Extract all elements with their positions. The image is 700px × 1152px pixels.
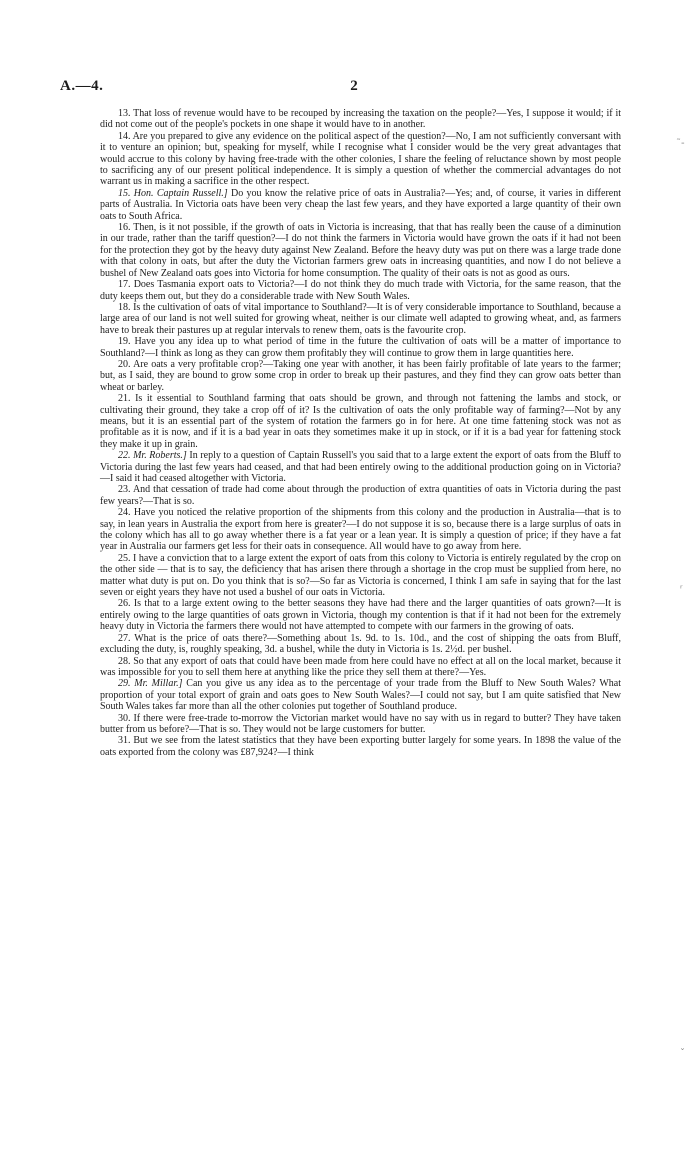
paragraph-text: 26. Is that to a large extent owing to the better seasons they have had there and the larger quantities of oats grown?—It is entirely owing to the large quantities of oats grown in Victoria, though my contention is that if it had not been for the extremely heavy duty in Victoria the farmers there would not have attempted to compete with our farmers in the growing of oats.	[100, 598, 621, 633]
question-paragraph	[100, 633, 621, 656]
paragraph-text: 30. If there were free-trade to-morrow the Victorian market would have no say with us in regard to butter? They have taken butter from us before?—That is so. They would not be large customers for butter.	[100, 712, 621, 735]
question-paragraph	[100, 484, 621, 507]
page-number: 2	[350, 78, 358, 94]
question-paragraph	[100, 302, 621, 336]
paragraph-text: 18. Is the cultivation of oats of vital importance to Southland?—It is of very considerable importance to Southland, because a large area of our land is not well suited for growing wheat, neither is our climate well adapted to growing wheat, and, as farmers have to break their pastures up at regular intervals to renew them, oats is the favourite crop.	[100, 301, 621, 336]
question-paragraph	[100, 713, 621, 736]
question-paragraph	[100, 108, 621, 131]
document-body	[100, 108, 621, 758]
speaker-label: 22. Mr. Roberts.]	[118, 450, 187, 462]
speaker-label: 15. Hon. Captain Russell.]	[118, 187, 228, 199]
question-paragraph	[100, 507, 621, 553]
margin-mark-icon: ˇ	[680, 1048, 685, 1059]
question-paragraph	[100, 222, 621, 279]
question-paragraph	[100, 131, 621, 188]
paragraph-text: 16. Then, is it not possible, if the growth of oats in Victoria is increasing, that that has really been the cause of a diminution in our trade, rather than the tariff question?—I do not think the farmers in Victoria would have grown the oats if it had not been for the protection they got by the heavy duty against New Zealand. Before the heavy duty was put on there was a large trade done with that colony in oats, but after the duty the Victorian farmers grew oats in increasing quantities, and now I do not believe a bushel of New Zealand oats goes into Victoria for home consumption. The quality of their oats is not as good as ours.	[100, 222, 621, 279]
question-paragraph	[100, 735, 621, 758]
paragraph-text: In reply to a question of Captain Russell's you said that to a large extent the export of oats from the Bluff to Victoria during the last few years had ceased, and that had been entirely owing to the additional production going on in Victoria?—I said it had ceased altogether with Victoria.	[100, 450, 621, 484]
paragraph-text: 25. I have a conviction that to a large extent the export of oats from this colony to Victoria is entirely regulated by the crop on the other side — that is to say, the deficiency that has arisen there through a shortage in the crop must be supplied from here, no matter what duty is put on. Do you think that is so?—So far as Victoria is concerned, I think I am safe in saying that for the last seven or eight years they have not used a bushel of our oats in Victoria.	[100, 552, 621, 599]
paragraph-text: 14. Are you prepared to give any evidence on the political aspect of the question?—No, I am not sufficiently conversant with it to venture an opinion; but, speaking for myself, while I recognise what I consider would be the very great advantages that would accrue to this colony by having free-trade with the other colonies, I share the feeling of reluctance shown by most people to sacrificing any of our present political independence. It is simply a question of whether the commercial advantages do not warrant us in making a sacrifice in the other respect.	[100, 130, 621, 188]
paragraph-text: 24. Have you noticed the relative proportion of the shipments from this colony and the production in Australia—that is to say, in lean years in Australia the export from here is greater?—I do not suppose it is so, because there is a large surplus of oats in the colony which has all to go away whether there is a fat year or a lean year. It is simply a question of price; if they have a fat year in Australia our farmers get less for their oats in consequence. All would have to go away from here.	[100, 507, 621, 553]
paragraph-text: 17. Does Tasmania export oats to Victoria?—I do not think they do much trade with Victoria, for the same reason, that the duty keeps them out, but they do a considerable trade with New South Wales.	[100, 279, 621, 302]
paragraph-text: 28. So that any export of oats that could have been made from here could have no effect at all on the local market, because it was impossible for you to sell them here at anything like the price they sell them at there?—Yes.	[100, 655, 621, 678]
margin-mark-icon: ˜‑	[676, 138, 685, 149]
question-paragraph	[100, 678, 621, 712]
question-paragraph	[100, 359, 621, 393]
question-paragraph	[100, 598, 621, 632]
paragraph-text: 13. That loss of revenue would have to be recouped by increasing the taxation on the people?—Yes, I suppose it would; if it did not come out of the people's pockets in one shape it would have to in another.	[100, 108, 621, 131]
question-paragraph	[100, 450, 621, 484]
question-paragraph	[100, 656, 621, 679]
paragraph-text: 31. But we see from the latest statistics that they have been exporting butter largely for some years. In 1898 the value of the oats exported from the colony was £87,924?—I think	[100, 735, 621, 758]
speaker-label: 29. Mr. Millar.]	[118, 678, 183, 690]
paragraph-text: 20. Are oats a very profitable crop?—Taking one year with another, it has been fairly profitable of late years to the farmer; but, as I said, they are bound to grow some crop in order to break up their pastures, and they find they can grow oats better than wheat or barley.	[100, 358, 621, 393]
question-paragraph	[100, 279, 621, 302]
margin-mark-icon: ʳ	[680, 584, 683, 595]
question-paragraph	[100, 553, 621, 599]
paragraph-text: 23. And that cessation of trade had come about through the production of extra quantities of oats in Victoria during the past few years?—That is so.	[100, 484, 621, 507]
question-paragraph	[100, 188, 621, 222]
page-header	[60, 78, 640, 98]
paragraph-text: 21. Is it essential to Southland farming that oats should be grown, and through not fattening the lambs and stock, or cultivating their ground, they take a crop off of it? Is the cultivation of oats the only profitable way of farming?—Not by any means, but it is an essential part of the system of rotation the farmers go in for here. At one time fattening stock was not as profitable as it is now, and if it is a bad year in oats they sometimes make it up in stock, or if it is a bad year for fattening stock they make it up in grain.	[100, 393, 621, 450]
paragraph-text: Can you give us any idea as to the percentage of your trade from the Bluff to New South Wales? What proportion of your total export of grain and oats goes to New South Wales?—I could not say, but I am quite satisfied that New South Wales takes far more than all the other colonies put together of Southland produce.	[100, 678, 621, 713]
paragraph-text: Do you know the relative price of oats in Australia?—Yes; and, of course, it varies in different parts of Australia. In Victoria oats have been very cheap the last few years, and they have exported a large quantity of their own oats to South Africa.	[100, 187, 621, 222]
question-paragraph	[100, 393, 621, 450]
paragraph-text: 27. What is the price of oats there?—Something about 1s. 9d. to 1s. 10d., and the cost of shipping the oats from Bluff, excluding the duty, is, roughly speaking, 3d. a bushel, while the duty in Victoria is 1s. 2½d. per bushel.	[100, 632, 621, 656]
paragraph-text: 19. Have you any idea up to what period of time in the future the cultivation of oats will be a matter of importance to Southland?—I think as long as they can grow them profitably they will continue to grow them in large quantities here.	[100, 336, 621, 359]
document-reference: A.—4.	[60, 78, 104, 94]
question-paragraph	[100, 336, 621, 359]
